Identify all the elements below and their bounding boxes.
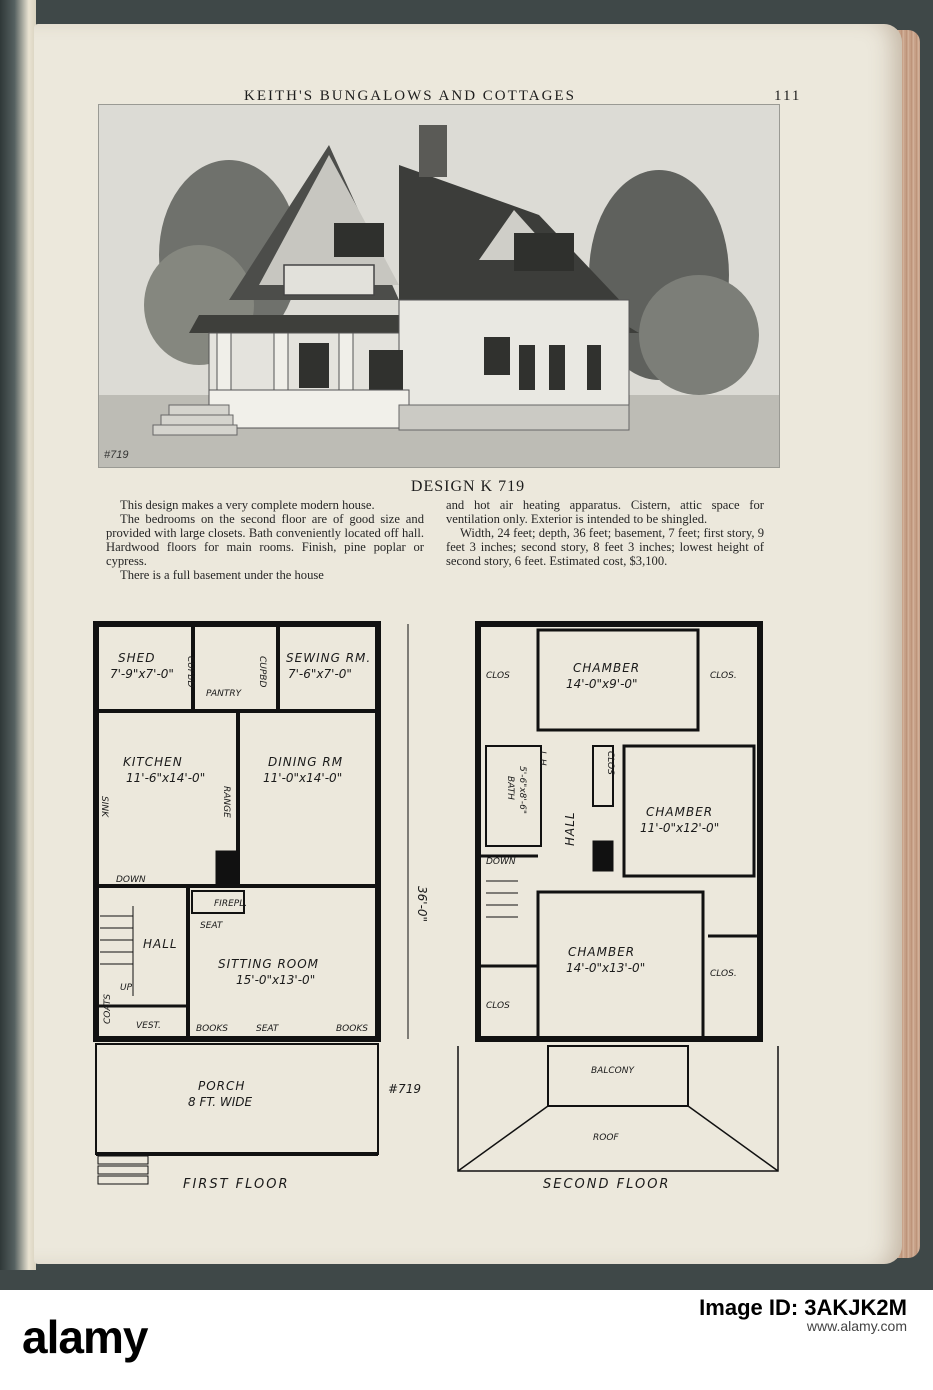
range-label: RANGE [221,786,231,818]
chamber-3-label: CHAMBER [568,945,636,959]
closet-label: CLOS. [710,671,737,681]
bath-label: BATH [505,776,515,800]
cupboard-label: CUPBD [185,656,195,688]
floor-plans [88,616,788,1206]
first-hall-label: HALL [143,937,178,951]
floor-plan-drawing [88,616,788,1206]
chamber-1-label: CHAMBER [573,661,641,675]
chamber-3-dim: 14'-0"x13'-0" [566,961,646,975]
pantry-label: PANTRY [206,689,242,699]
illustration-label: #719 [104,449,129,461]
plan-number: #719 [388,1082,421,1096]
description-left-column [106,498,424,582]
image-id: Image ID: 3AKJK2M [699,1295,907,1320]
up-label: UP [120,983,133,993]
closet-label: CLOS [486,1001,510,1011]
chamber-2-label: CHAMBER [646,805,714,819]
down-label: DOWN [116,875,146,885]
running-head-title: KEITH'S BUNGALOWS AND COTTAGES [244,88,576,104]
sewing-room-label: SEWING RM. [286,651,372,665]
paragraph: Width, 24 feet; depth, 36 feet; basement, 7 feet; first story, 9 feet 3 inches; second story, 8 feet 3 inches; lowest height of second story, 6 feet. Estimated cost, $3,100. [446,526,764,568]
kitchen-dim: 11'-6"x14'-0" [126,771,206,785]
balcony-label: BALCONY [591,1066,634,1076]
seat-label: SEAT [200,921,223,931]
page-number: 111 [774,88,802,104]
porch-label: PORCH [198,1079,246,1093]
paragraph: The bedrooms on the second floor are of good size and provided with large closets. Bath conveniently located off hall. Hardwood floors for main rooms. Finish, pine poplar or cypress. [106,512,424,568]
coats-label: COATS [103,993,113,1024]
dining-room-dim: 11'-0"x14'-0" [263,771,343,785]
sewing-room-dim: 7'-6"x7'-0" [288,667,352,681]
cupboard-label: CUPBD [257,656,267,688]
description-right-column [446,498,764,568]
design-title: DESIGN K 719 [410,478,526,495]
dining-room-label: DINING RM [268,755,344,769]
sitting-room-dim: 15'-0"x13'-0" [236,973,316,987]
depth-dimension: 36'-0" [415,886,429,923]
house-drawing [99,105,779,467]
sitting-room-label: SITTING ROOM [218,957,320,971]
shed-label: SHED [118,651,156,665]
bath-dim: 5'-6"x8'-6" [517,766,527,814]
book-page [34,24,902,1264]
chamber-2-dim: 11'-0"x12'-0" [640,821,720,835]
sink-label: SINK [99,796,109,818]
down-label: DOWN [486,857,516,867]
first-floor-label: FIRST FLOOR [183,1177,290,1192]
books-label: BOOKS [196,1024,228,1034]
stock-footer [0,1290,933,1390]
shed-dim: 7'-9"x7'-0" [110,667,174,681]
roof-label: ROOF [593,1133,619,1143]
porch-dim: 8 FT. WIDE [188,1095,253,1109]
kitchen-label: KITCHEN [123,755,183,769]
seat-label: SEAT [256,1024,279,1034]
stock-logo: alamy [22,1311,148,1363]
closet-label: CLOS. [710,969,737,979]
stock-url: www.alamy.com [806,1318,907,1334]
second-floor-label: SECOND FLOOR [543,1177,671,1192]
fireplace-label: FIREPL. [214,899,248,909]
paragraph: This design makes a very complete modern house. [120,498,375,512]
books-label: BOOKS [336,1024,368,1034]
closet-label: CLOS [605,751,615,775]
chamber-1-dim: 14'-0"x9'-0" [566,677,638,691]
book-spine [0,0,36,1270]
vestibule-label: VEST. [136,1021,161,1031]
paragraph: There is a full basement under the house [120,568,324,582]
second-hall-label: HALL [563,811,577,846]
house-illustration [98,104,780,468]
paragraph: and hot air heating apparatus. Cistern, attic space for ventilation only. Exterior is intended to be shingled. [446,498,764,526]
linen-label: L.H. [537,751,547,769]
closet-label: CLOS [486,671,510,681]
stock-image-id [699,1295,907,1336]
